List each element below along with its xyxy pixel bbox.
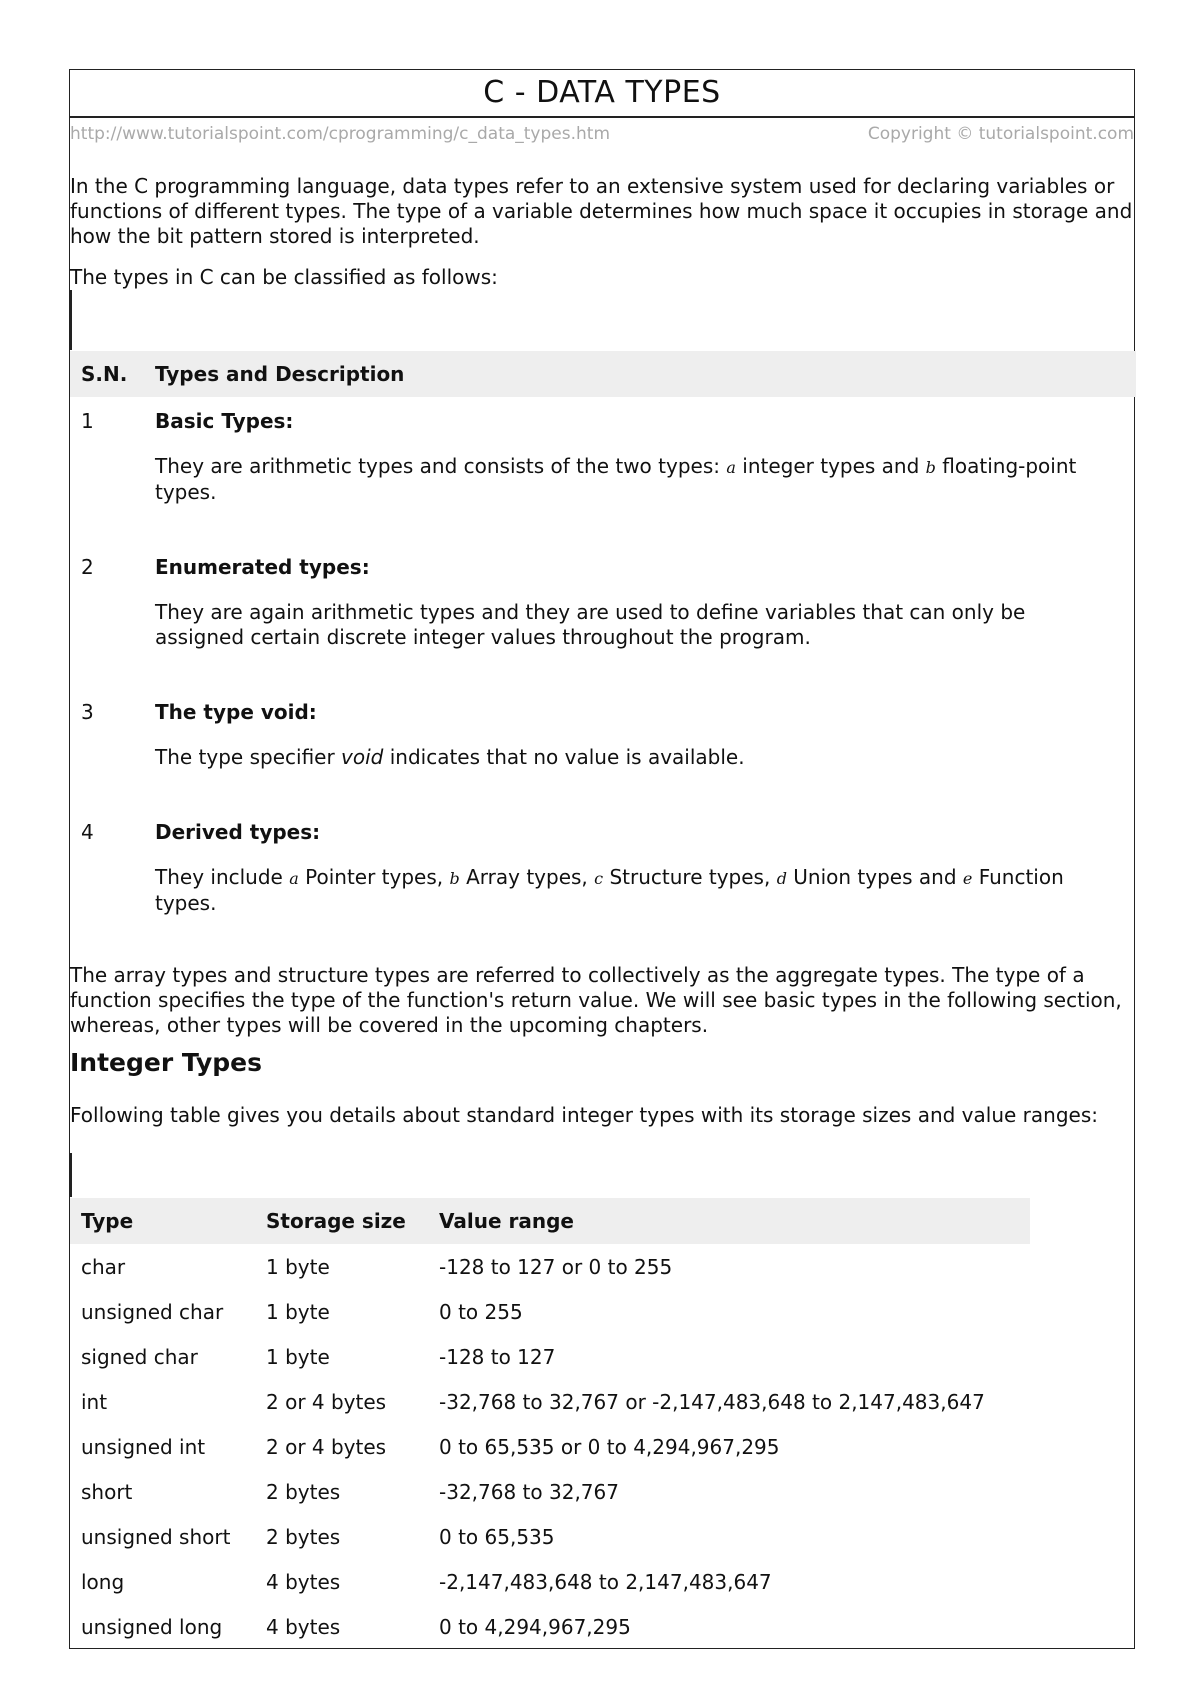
type-cell: unsigned int — [81, 1434, 206, 1459]
integer-table-header — [70, 1198, 1030, 1244]
row-content — [144, 808, 1136, 954]
range-cell: 0 to 65,535 — [439, 1524, 555, 1549]
size-cell: 4 bytes — [266, 1614, 341, 1639]
table-row — [70, 1514, 1030, 1559]
classification-intro: The types in C can be classified as follows: — [70, 265, 498, 289]
table-row — [70, 1244, 1030, 1289]
integer-intro: Following table gives you details about standard integer types with its storage sizes and value ranges: — [70, 1103, 1098, 1127]
table-row — [70, 543, 1136, 688]
intro-paragraph: In the C programming language, data types refer to an extensive system used for declaring variables or functions of different types. The type of a variable determines how much space it occupies in storage and how the bit pattern stored is interpreted. — [70, 174, 1133, 248]
range-cell: -128 to 127 or 0 to 255 — [439, 1254, 673, 1279]
row-title: The type void: — [155, 700, 317, 724]
row-sn: 2 — [81, 555, 94, 579]
left-margin-rule — [70, 290, 72, 350]
col-header-sn: S.N. — [70, 351, 144, 397]
row-content — [144, 397, 1136, 543]
void-keyword: void — [341, 745, 384, 769]
table-row — [70, 808, 1136, 954]
row-description: They are again arithmetic types and they are used to define variables that can only be assigned certain discrete integer values throughout the program. — [155, 600, 1026, 649]
size-cell: 4 bytes — [266, 1569, 341, 1594]
table-row — [70, 688, 1136, 808]
table-row — [70, 1424, 1030, 1469]
row-description: The type specifier void indicates that no value is available. — [155, 745, 745, 769]
row-description: They are arithmetic types and consists of the two types: a integer types and b floating-point types. — [155, 454, 1077, 504]
row-content — [144, 688, 1136, 808]
type-cell: unsigned short — [81, 1524, 231, 1549]
col-header-types: Types and Description — [144, 351, 1136, 397]
table-row — [70, 1469, 1030, 1514]
table-row — [70, 1379, 1030, 1424]
left-margin-rule — [70, 1153, 72, 1197]
type-cell: signed char — [81, 1344, 198, 1369]
table-row — [70, 1604, 1030, 1649]
range-cell: -128 to 127 — [439, 1344, 556, 1369]
copyright-notice: Copyright © tutorialspoint.com — [867, 124, 1134, 144]
col-header-storage: Storage size — [255, 1198, 428, 1244]
row-content — [144, 543, 1136, 688]
row-sn: 4 — [81, 820, 94, 844]
type-cell: int — [81, 1389, 108, 1414]
source-url[interactable]: http://www.tutorialspoint.com/cprogramming/c_data_types.htm — [70, 124, 611, 144]
row-sn: 1 — [81, 409, 94, 433]
table-row — [70, 397, 1136, 543]
range-cell: 0 to 4,294,967,295 — [439, 1614, 631, 1639]
size-cell: 2 or 4 bytes — [266, 1389, 387, 1414]
type-cell: char — [81, 1254, 126, 1279]
types-table — [70, 351, 1136, 954]
range-cell: 0 to 65,535 or 0 to 4,294,967,295 — [439, 1434, 780, 1459]
table-row — [70, 1334, 1030, 1379]
col-header-type: Type — [70, 1198, 255, 1244]
type-cell: long — [81, 1569, 125, 1594]
row-description: They include a Pointer types, b Array types, c Structure types, d Union types and e Function types. — [155, 865, 1064, 915]
range-cell: -32,768 to 32,767 or -2,147,483,648 to 2,147,483,647 — [439, 1389, 985, 1414]
row-title: Basic Types: — [155, 409, 294, 433]
range-cell: -32,768 to 32,767 — [439, 1479, 619, 1504]
row-title: Enumerated types: — [155, 555, 370, 579]
document-page — [69, 69, 1135, 1649]
table-row — [70, 1559, 1030, 1604]
range-cell: -2,147,483,648 to 2,147,483,647 — [439, 1569, 772, 1594]
size-cell: 2 or 4 bytes — [266, 1434, 387, 1459]
size-cell: 2 bytes — [266, 1524, 341, 1549]
page-title: C - DATA TYPES — [70, 70, 1134, 118]
type-cell: short — [81, 1479, 133, 1504]
type-cell: unsigned long — [81, 1614, 223, 1639]
table-row — [70, 1289, 1030, 1334]
integer-types-table — [70, 1198, 1030, 1649]
size-cell: 2 bytes — [266, 1479, 341, 1504]
size-cell: 1 byte — [266, 1254, 330, 1279]
aggregate-paragraph: The array types and structure types are referred to collectively as the aggregate types. The type of a function specifies the type of the function's return value. We will see basic types in the following section, whereas, other types will be covered in the upcoming chapters. — [70, 963, 1122, 1037]
row-title: Derived types: — [155, 820, 321, 844]
size-cell: 1 byte — [266, 1299, 330, 1324]
size-cell: 1 byte — [266, 1344, 330, 1369]
row-sn: 3 — [81, 700, 94, 724]
section-heading: Integer Types — [70, 1048, 263, 1077]
range-cell: 0 to 255 — [439, 1299, 523, 1324]
type-cell: unsigned char — [81, 1299, 224, 1324]
types-table-header — [70, 351, 1136, 397]
col-header-range: Value range — [428, 1198, 1030, 1244]
